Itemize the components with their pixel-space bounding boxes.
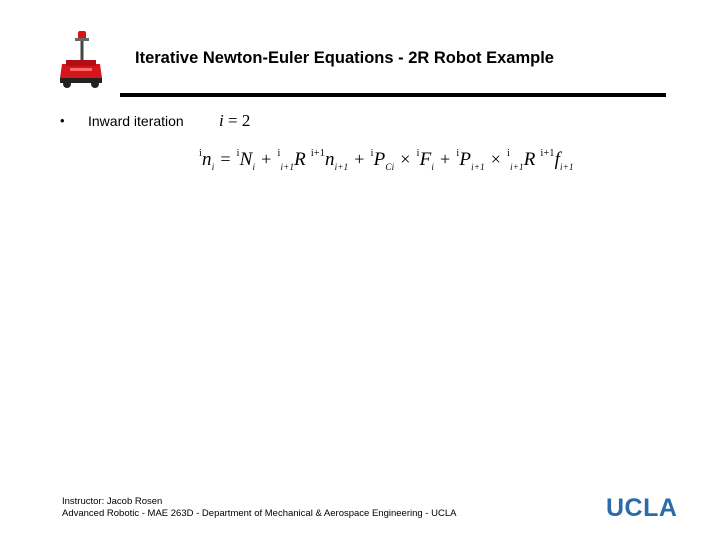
- eq-base: P: [373, 149, 386, 170]
- eq-sub: i: [252, 162, 256, 172]
- eq-base: N: [239, 149, 253, 170]
- eq-cross: ×: [400, 149, 411, 169]
- iteration-variable: i: [219, 111, 224, 130]
- eq-sup: i: [236, 148, 240, 159]
- eq-base: P: [459, 149, 472, 170]
- eq-term-N-i: [237, 149, 256, 170]
- eq-plus: +: [261, 149, 272, 169]
- eq-sub: i+1: [510, 162, 524, 172]
- eq-term-rotation-1: [277, 149, 305, 170]
- eq-term-F-i: [417, 149, 435, 170]
- eq-base: R: [523, 149, 536, 170]
- eq-base: n: [201, 149, 212, 170]
- eq-sub: i: [211, 162, 215, 172]
- eq-term-n-next: [311, 149, 348, 170]
- bullet-text: Inward iteration: [88, 113, 184, 129]
- slide-title: Iterative Newton-Euler Equations - 2R Robot Example: [135, 49, 554, 67]
- eq-sub: i+1: [334, 162, 349, 172]
- robot-logo-icon: [58, 28, 104, 90]
- eq-base: F: [419, 149, 432, 170]
- iteration-equation: [219, 111, 250, 131]
- eq-sub: i+1: [280, 162, 295, 172]
- eq-base: n: [324, 149, 335, 170]
- ucla-logo: UCLA: [606, 494, 678, 522]
- eq-sup: i+1: [540, 148, 555, 159]
- eq-sup: i: [199, 148, 202, 159]
- footer: [62, 496, 456, 520]
- footer-course: Advanced Robotic - MAE 263D - Department of Mechanical & Aerospace Engineering - UCLA: [62, 508, 457, 519]
- eq-sup: i: [507, 148, 511, 159]
- eq-sup: i: [370, 148, 374, 159]
- eq-sup: i+1: [310, 148, 325, 159]
- eq-term-P-next: [456, 149, 484, 170]
- eq-sub: Ci: [385, 162, 395, 172]
- eq-cross: ×: [490, 149, 502, 169]
- iteration-equals: =: [227, 111, 238, 130]
- eq-sub: i+1: [471, 162, 485, 172]
- eq-term-f-next: [541, 149, 574, 170]
- eq-plus: +: [354, 149, 365, 169]
- eq-equals: =: [220, 149, 231, 169]
- eq-sub: i+1: [560, 162, 574, 172]
- eq-term-rotation-2: [507, 149, 535, 170]
- newton-euler-equation: [199, 148, 574, 172]
- footer-instructor: Instructor: Jacob Rosen: [62, 496, 163, 507]
- eq-term-P-C: [371, 149, 395, 170]
- eq-sup: i: [416, 148, 420, 159]
- eq-base: f: [554, 149, 561, 170]
- bullet-icon: •: [60, 113, 65, 128]
- eq-term-n-i: [199, 149, 214, 170]
- eq-plus: +: [440, 149, 451, 169]
- iteration-value: 2: [241, 111, 251, 130]
- title-divider: [120, 93, 666, 97]
- eq-sub: i: [431, 162, 435, 172]
- eq-sup: i: [277, 148, 281, 159]
- eq-base: R: [294, 149, 306, 170]
- eq-sup: i: [456, 148, 460, 159]
